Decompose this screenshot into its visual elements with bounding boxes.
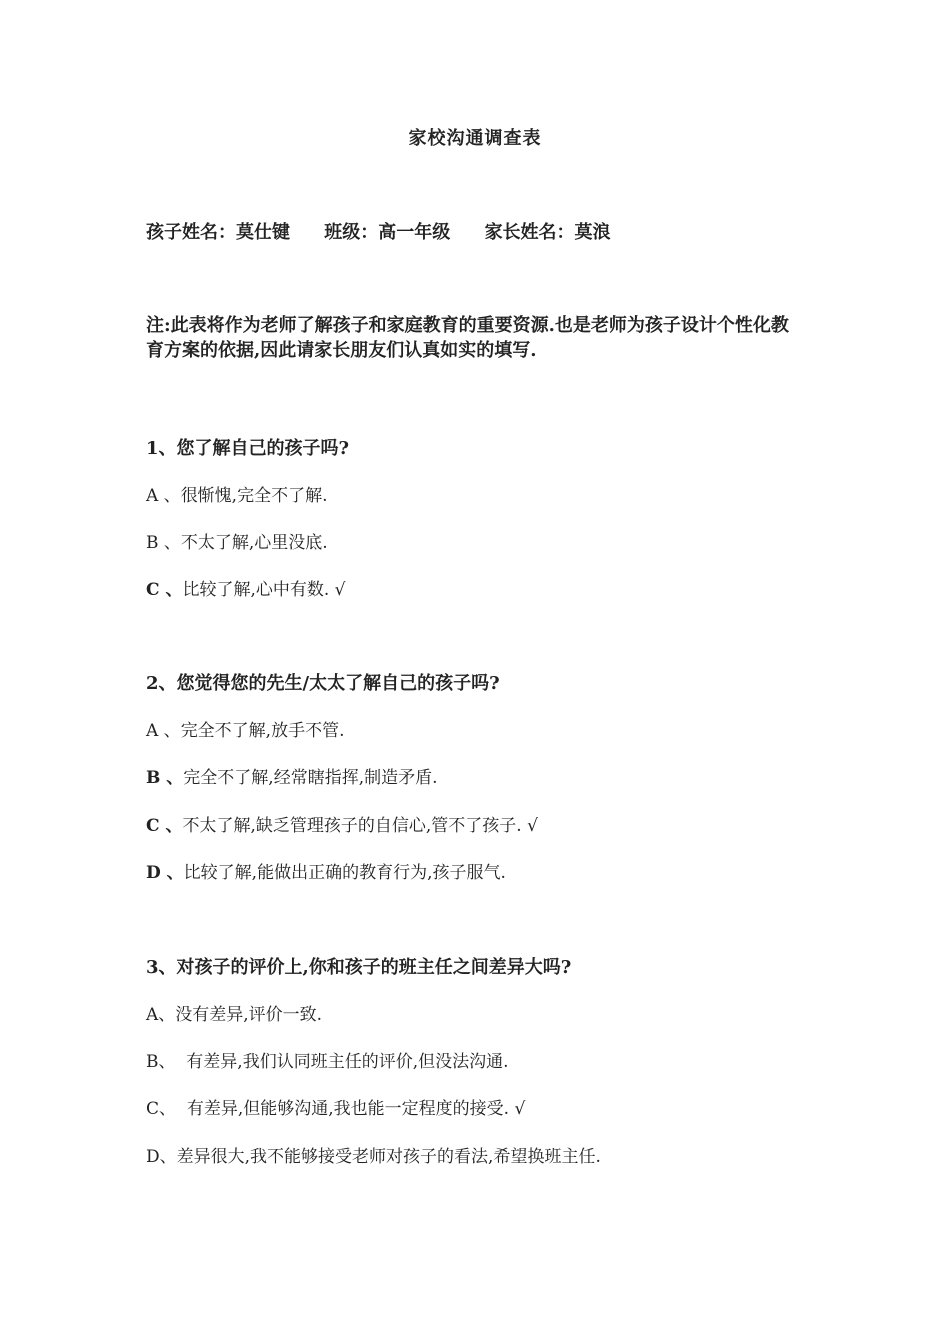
question-2-option-a — [146, 716, 345, 741]
question-1-option-a — [146, 481, 328, 506]
option-letter: A 、 — [146, 721, 181, 741]
option-letter: B、 — [146, 1052, 176, 1072]
class-field: 班级：高一年级 — [324, 222, 451, 243]
option-text: 完全不了解,经常瞎指挥,制造矛盾. — [183, 768, 438, 788]
option-letter: D 、 — [146, 863, 184, 883]
question-2-option-b — [146, 763, 438, 788]
question-3-option-b — [146, 1047, 509, 1072]
option-text: 不太了解,缺乏管理孩子的自信心,管不了孩子. √ — [182, 816, 538, 836]
student-info-line — [146, 218, 611, 244]
question-3-option-a — [146, 1000, 322, 1025]
option-text: 有差异,我们认同班主任的评价,但没法沟通. — [175, 1052, 509, 1072]
question-2-option-c — [146, 811, 538, 836]
option-text: 没有差异,评价一致. — [175, 1005, 323, 1025]
option-text: 不太了解,心里没底. — [180, 533, 328, 553]
option-text: 很惭愧,完全不了解. — [180, 486, 328, 506]
question-1-option-b — [146, 528, 328, 553]
question-2-title: 2、您觉得您的先生/太太了解自己的孩子吗? — [146, 673, 500, 694]
question-1-title: 1、您了解自己的孩子吗? — [146, 438, 350, 459]
option-letter: B 、 — [146, 533, 181, 553]
option-letter: A 、 — [146, 486, 181, 506]
option-letter: B 、 — [146, 768, 184, 788]
question-2-option-d — [146, 858, 506, 883]
option-letter: D、 — [146, 1147, 177, 1167]
option-text: 比较了解,心中有数. √ — [182, 580, 346, 600]
option-text: 差异很大,我不能够接受老师对孩子的看法,希望换班主任. — [176, 1147, 601, 1167]
option-letter: A、 — [146, 1005, 176, 1025]
instruction-note: 注:此表将作为老师了解孩子和家庭教育的重要资源.也是老师为孩子设计个性化教育方案的依据,因此请家长朋友们认真如实的填写. — [146, 315, 789, 361]
question-3-option-c — [146, 1094, 525, 1119]
option-text: 完全不了解,放手不管. — [180, 721, 345, 741]
question-3-option-d — [146, 1142, 601, 1167]
document-title: 家校沟通调查表 — [408, 128, 542, 149]
question-1-option-c — [146, 575, 346, 600]
question-3-title: 3、对孩子的评价上,你和孩子的班主任之间差异大吗? — [146, 957, 572, 978]
option-letter: C 、 — [146, 816, 183, 836]
parent-name-field: 家长姓名：莫浪 — [484, 222, 611, 243]
option-letter: C 、 — [146, 580, 183, 600]
option-letter: C、 — [146, 1099, 177, 1119]
option-text: 有差异,但能够沟通,我也能一定程度的接受. √ — [176, 1099, 526, 1119]
child-name-field: 孩子姓名：莫仕键 — [146, 222, 290, 243]
option-text: 比较了解,能做出正确的教育行为,孩子服气. — [183, 863, 506, 883]
